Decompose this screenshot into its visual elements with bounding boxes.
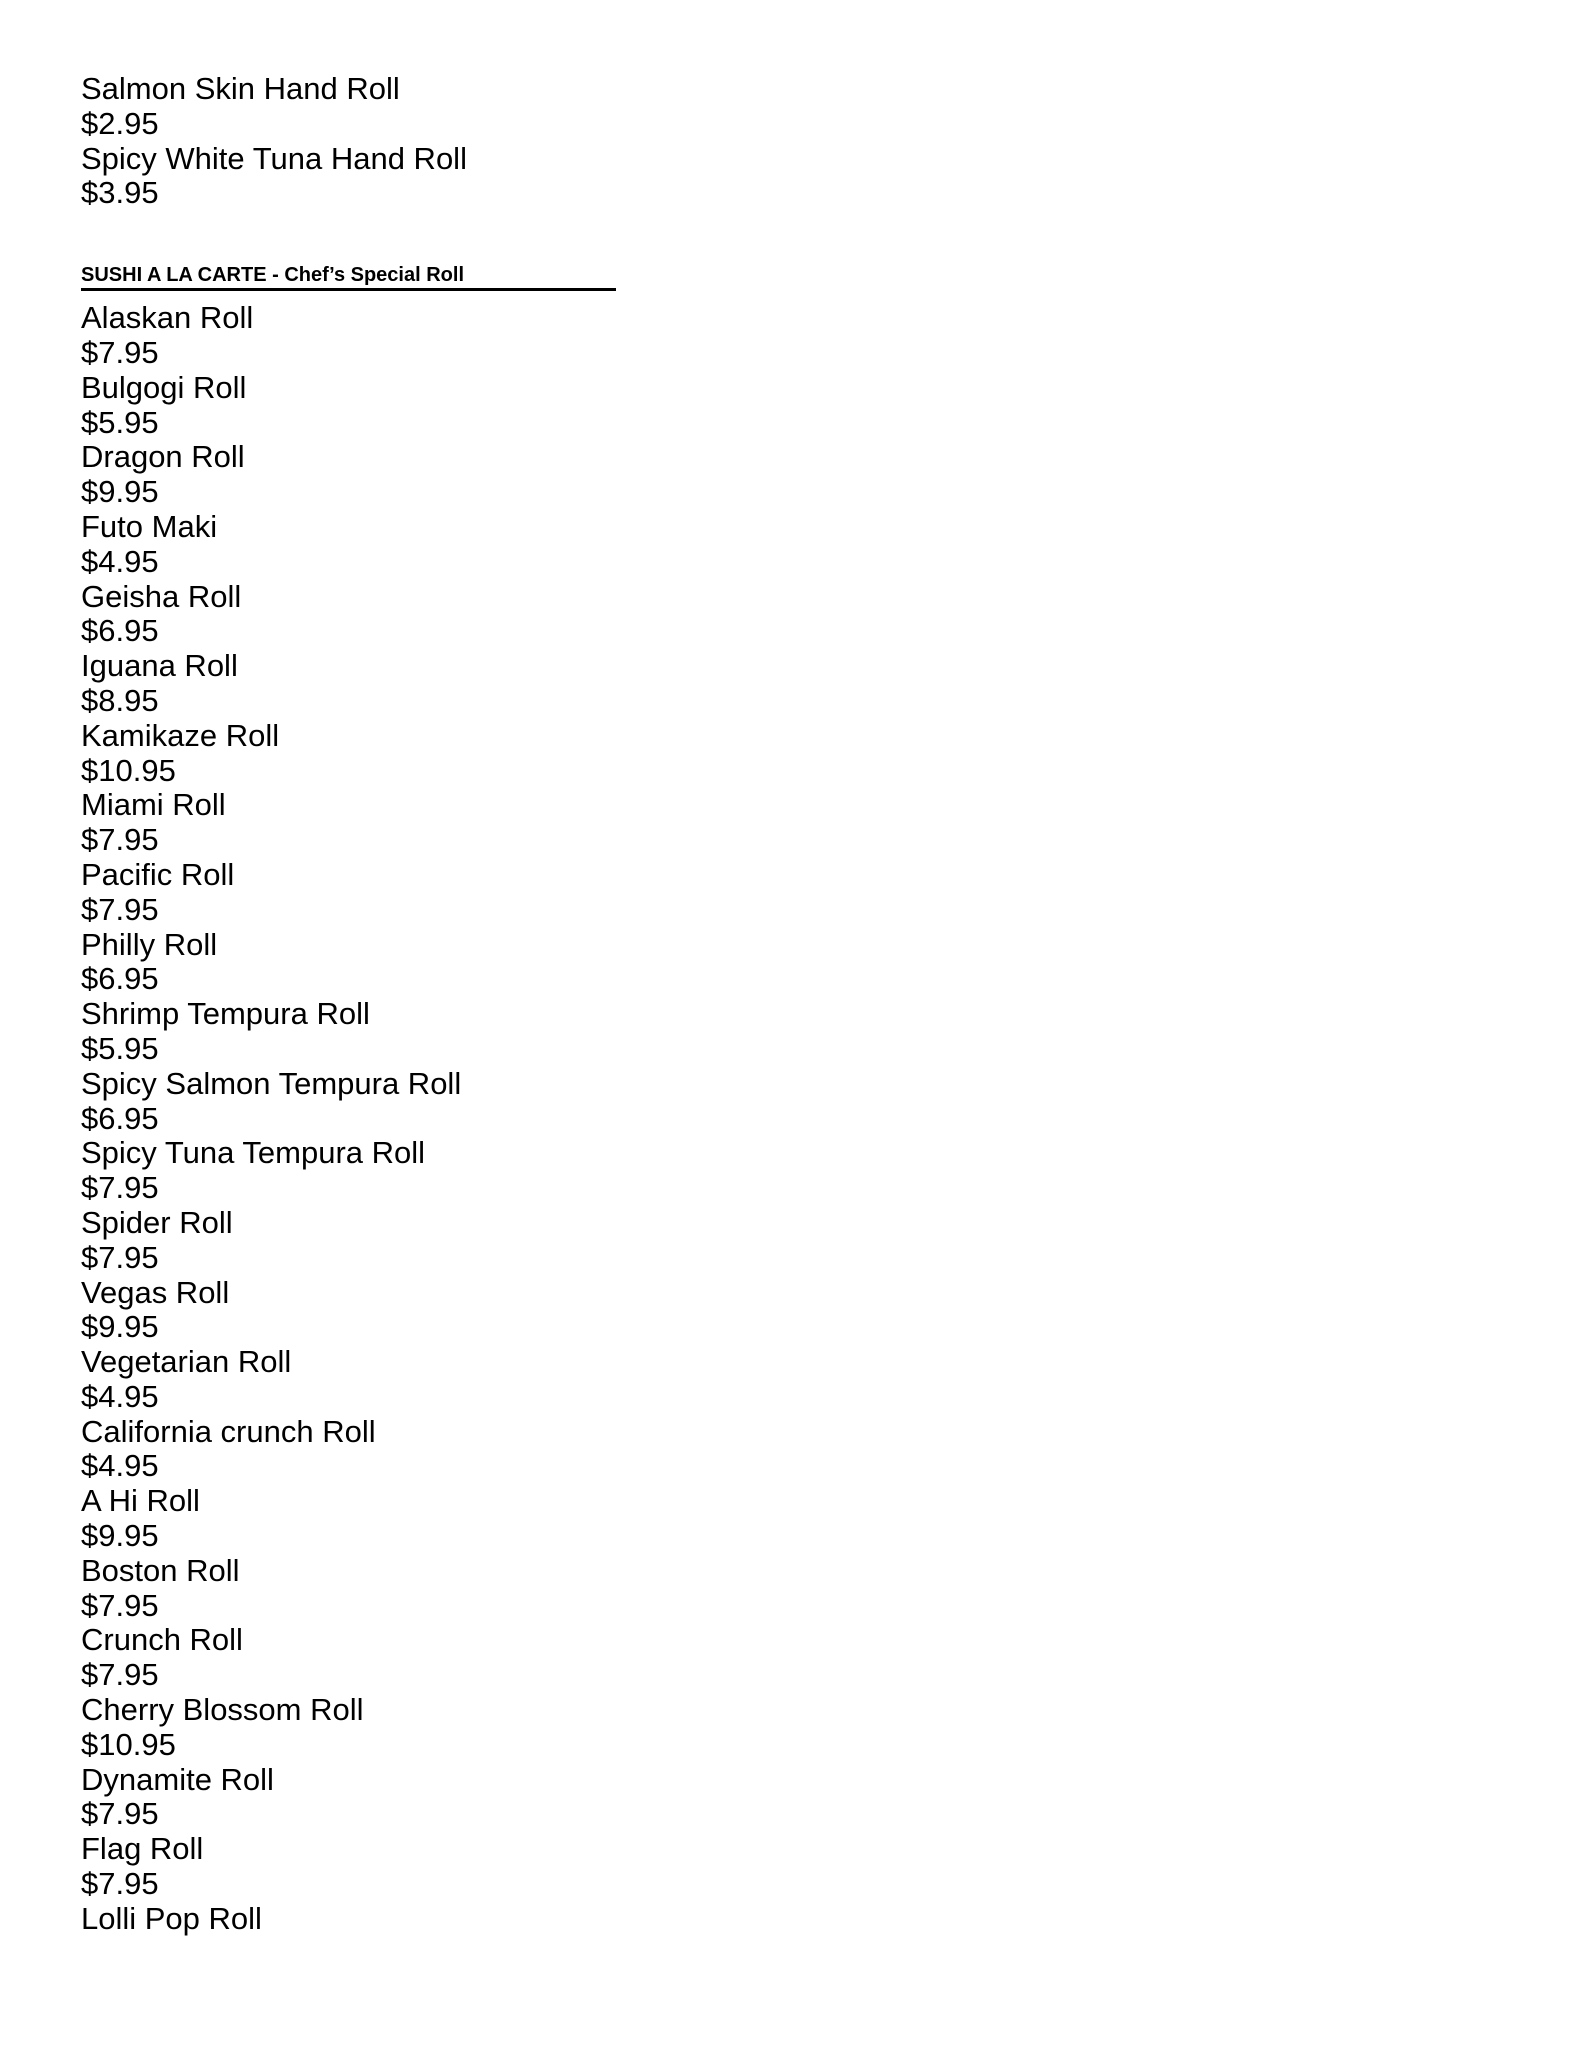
item-name: Miami Roll xyxy=(81,787,226,823)
menu-item xyxy=(81,719,1501,789)
item-name: Spider Roll xyxy=(81,1204,233,1240)
header-spacer xyxy=(81,291,1501,301)
item-price: $5.95 xyxy=(81,1030,159,1066)
item-name: Kamikaze Roll xyxy=(81,717,280,753)
menu-item xyxy=(81,1415,1501,1485)
menu-item xyxy=(81,371,1501,441)
item-price: $4.95 xyxy=(81,543,159,579)
section-header: SUSHI A LA CARTE - Chef’s Special Roll xyxy=(81,263,616,291)
item-price: $2.95 xyxy=(81,105,159,141)
menu-item xyxy=(81,1554,1501,1624)
item-price: $9.95 xyxy=(81,1309,159,1345)
menu-item xyxy=(81,1345,1501,1415)
item-name: Pacific Roll xyxy=(81,856,235,892)
item-name: Flag Roll xyxy=(81,1831,204,1867)
menu-item xyxy=(81,1484,1501,1554)
item-name: Vegas Roll xyxy=(81,1274,230,1310)
item-price: $5.95 xyxy=(81,404,159,440)
menu-item xyxy=(81,1693,1501,1763)
item-price: $4.95 xyxy=(81,1378,159,1414)
menu-item xyxy=(81,788,1501,858)
menu-item xyxy=(81,301,1501,371)
item-name: Dragon Roll xyxy=(81,439,245,475)
menu-item xyxy=(81,1763,1501,1833)
menu-item xyxy=(81,1136,1501,1206)
item-price: $7.95 xyxy=(81,1587,159,1623)
menu-item xyxy=(81,1902,1501,1937)
item-price: $3.95 xyxy=(81,175,159,211)
menu-item xyxy=(81,1623,1501,1693)
item-name: A Hi Roll xyxy=(81,1483,200,1519)
menu-item xyxy=(81,72,1501,142)
item-name: Vegetarian Roll xyxy=(81,1344,292,1380)
item-price: $6.95 xyxy=(81,961,159,997)
item-price: $4.95 xyxy=(81,1448,159,1484)
menu-item xyxy=(81,997,1501,1067)
item-price: $7.95 xyxy=(81,1239,159,1275)
item-price: $6.95 xyxy=(81,1100,159,1136)
item-price: $10.95 xyxy=(81,752,176,788)
item-name: Lolli Pop Roll xyxy=(81,1900,262,1936)
item-name: Bulgogi Roll xyxy=(81,369,247,405)
item-name: Spicy White Tuna Hand Roll xyxy=(81,140,467,176)
menu-page xyxy=(81,72,1501,1937)
item-name: Iguana Roll xyxy=(81,648,238,684)
item-price: $7.95 xyxy=(81,1866,159,1902)
menu-item xyxy=(81,858,1501,928)
item-name: Dynamite Roll xyxy=(81,1761,274,1797)
item-name: Salmon Skin Hand Roll xyxy=(81,71,400,106)
section-spacer xyxy=(81,211,1501,263)
menu-item xyxy=(81,1276,1501,1346)
item-price: $9.95 xyxy=(81,1518,159,1554)
item-name: Boston Roll xyxy=(81,1552,240,1588)
item-price: $7.95 xyxy=(81,334,159,370)
item-price: $7.95 xyxy=(81,891,159,927)
menu-item xyxy=(81,142,1501,212)
item-name: Cherry Blossom Roll xyxy=(81,1692,364,1728)
item-name: Spicy Salmon Tempura Roll xyxy=(81,1065,462,1101)
item-name: Futo Maki xyxy=(81,508,218,544)
item-name: California crunch Roll xyxy=(81,1413,376,1449)
menu-item xyxy=(81,928,1501,998)
item-price: $8.95 xyxy=(81,682,159,718)
item-name: Philly Roll xyxy=(81,926,218,962)
hand-roll-list xyxy=(81,72,1501,211)
menu-item xyxy=(81,649,1501,719)
menu-item xyxy=(81,1832,1501,1902)
item-price: $9.95 xyxy=(81,474,159,510)
item-price: $7.95 xyxy=(81,1796,159,1832)
item-price: $6.95 xyxy=(81,613,159,649)
menu-item xyxy=(81,510,1501,580)
item-price: $10.95 xyxy=(81,1726,176,1762)
item-name: Crunch Roll xyxy=(81,1622,243,1658)
menu-item xyxy=(81,580,1501,650)
item-price: $7.95 xyxy=(81,1657,159,1693)
chef-special-roll-list xyxy=(81,301,1501,1936)
menu-item xyxy=(81,1206,1501,1276)
item-name: Alaskan Roll xyxy=(81,300,254,336)
item-name: Spicy Tuna Tempura Roll xyxy=(81,1135,426,1171)
menu-item xyxy=(81,440,1501,510)
menu-item xyxy=(81,1067,1501,1137)
item-price: $7.95 xyxy=(81,1170,159,1206)
item-name: Shrimp Tempura Roll xyxy=(81,996,370,1032)
item-name: Geisha Roll xyxy=(81,578,242,614)
item-price: $7.95 xyxy=(81,822,159,858)
